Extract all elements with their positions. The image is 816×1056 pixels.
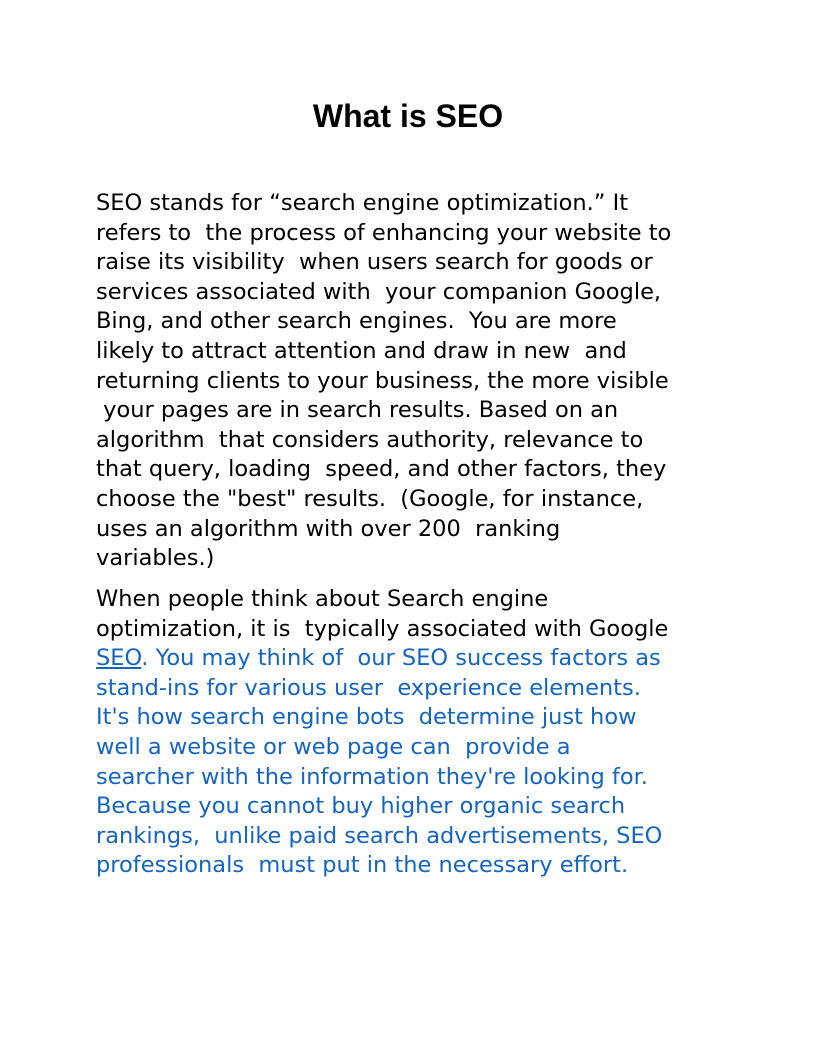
blue-text: . You may think of our SEO success factors as <box>141 645 661 672</box>
text-line: When people think about Search engine <box>96 586 549 612</box>
blue-text-line: professionals must put in the necessary effort. <box>96 852 629 879</box>
text-line: variables.) <box>96 545 215 572</box>
text-line: likely to attract attention and draw in new and <box>96 337 627 364</box>
text-line: SEO stands for “search engine optimization.” It <box>96 190 629 216</box>
text-line: your pages are in search results. Based on an <box>96 397 619 424</box>
text-line: raise its visibility when users search for goods or <box>96 249 653 276</box>
text-line: choose the "best" results. (Google, for instance, <box>96 485 644 512</box>
blue-text-line: stand-ins for various user experience elements. <box>96 674 641 701</box>
blue-text-line: rankings, unlike paid search advertisements, SEO <box>96 822 663 849</box>
text-line-with-link <box>96 644 736 674</box>
text-line: Bing, and other search engines. You are more <box>96 308 617 335</box>
text-line: uses an algorithm with over 200 ranking <box>96 515 561 542</box>
paragraph-seo-details <box>96 585 736 881</box>
seo-link[interactable]: SEO <box>96 645 142 672</box>
blue-text-line: It's how search engine bots determine just how <box>96 704 637 731</box>
text-line: refers to the process of enhancing your website to <box>96 219 672 246</box>
text-line: optimization, it is typically associated with Google <box>96 615 669 642</box>
blue-text-line: Because you cannot buy higher organic search <box>96 793 626 820</box>
page-title: What is SEO <box>312 98 504 134</box>
blue-text-line: searcher with the information they're looking for. <box>96 763 648 790</box>
text-line: algorithm that considers authority, relevance to <box>96 426 644 453</box>
text-line: returning clients to your business, the more visible <box>96 367 669 394</box>
paragraph-intro <box>96 189 736 574</box>
text-line: services associated with your companion Google, <box>96 278 662 305</box>
text-line: that query, loading speed, and other factors, they <box>96 456 667 483</box>
blue-text-line: well a website or web page can provide a <box>96 733 571 760</box>
